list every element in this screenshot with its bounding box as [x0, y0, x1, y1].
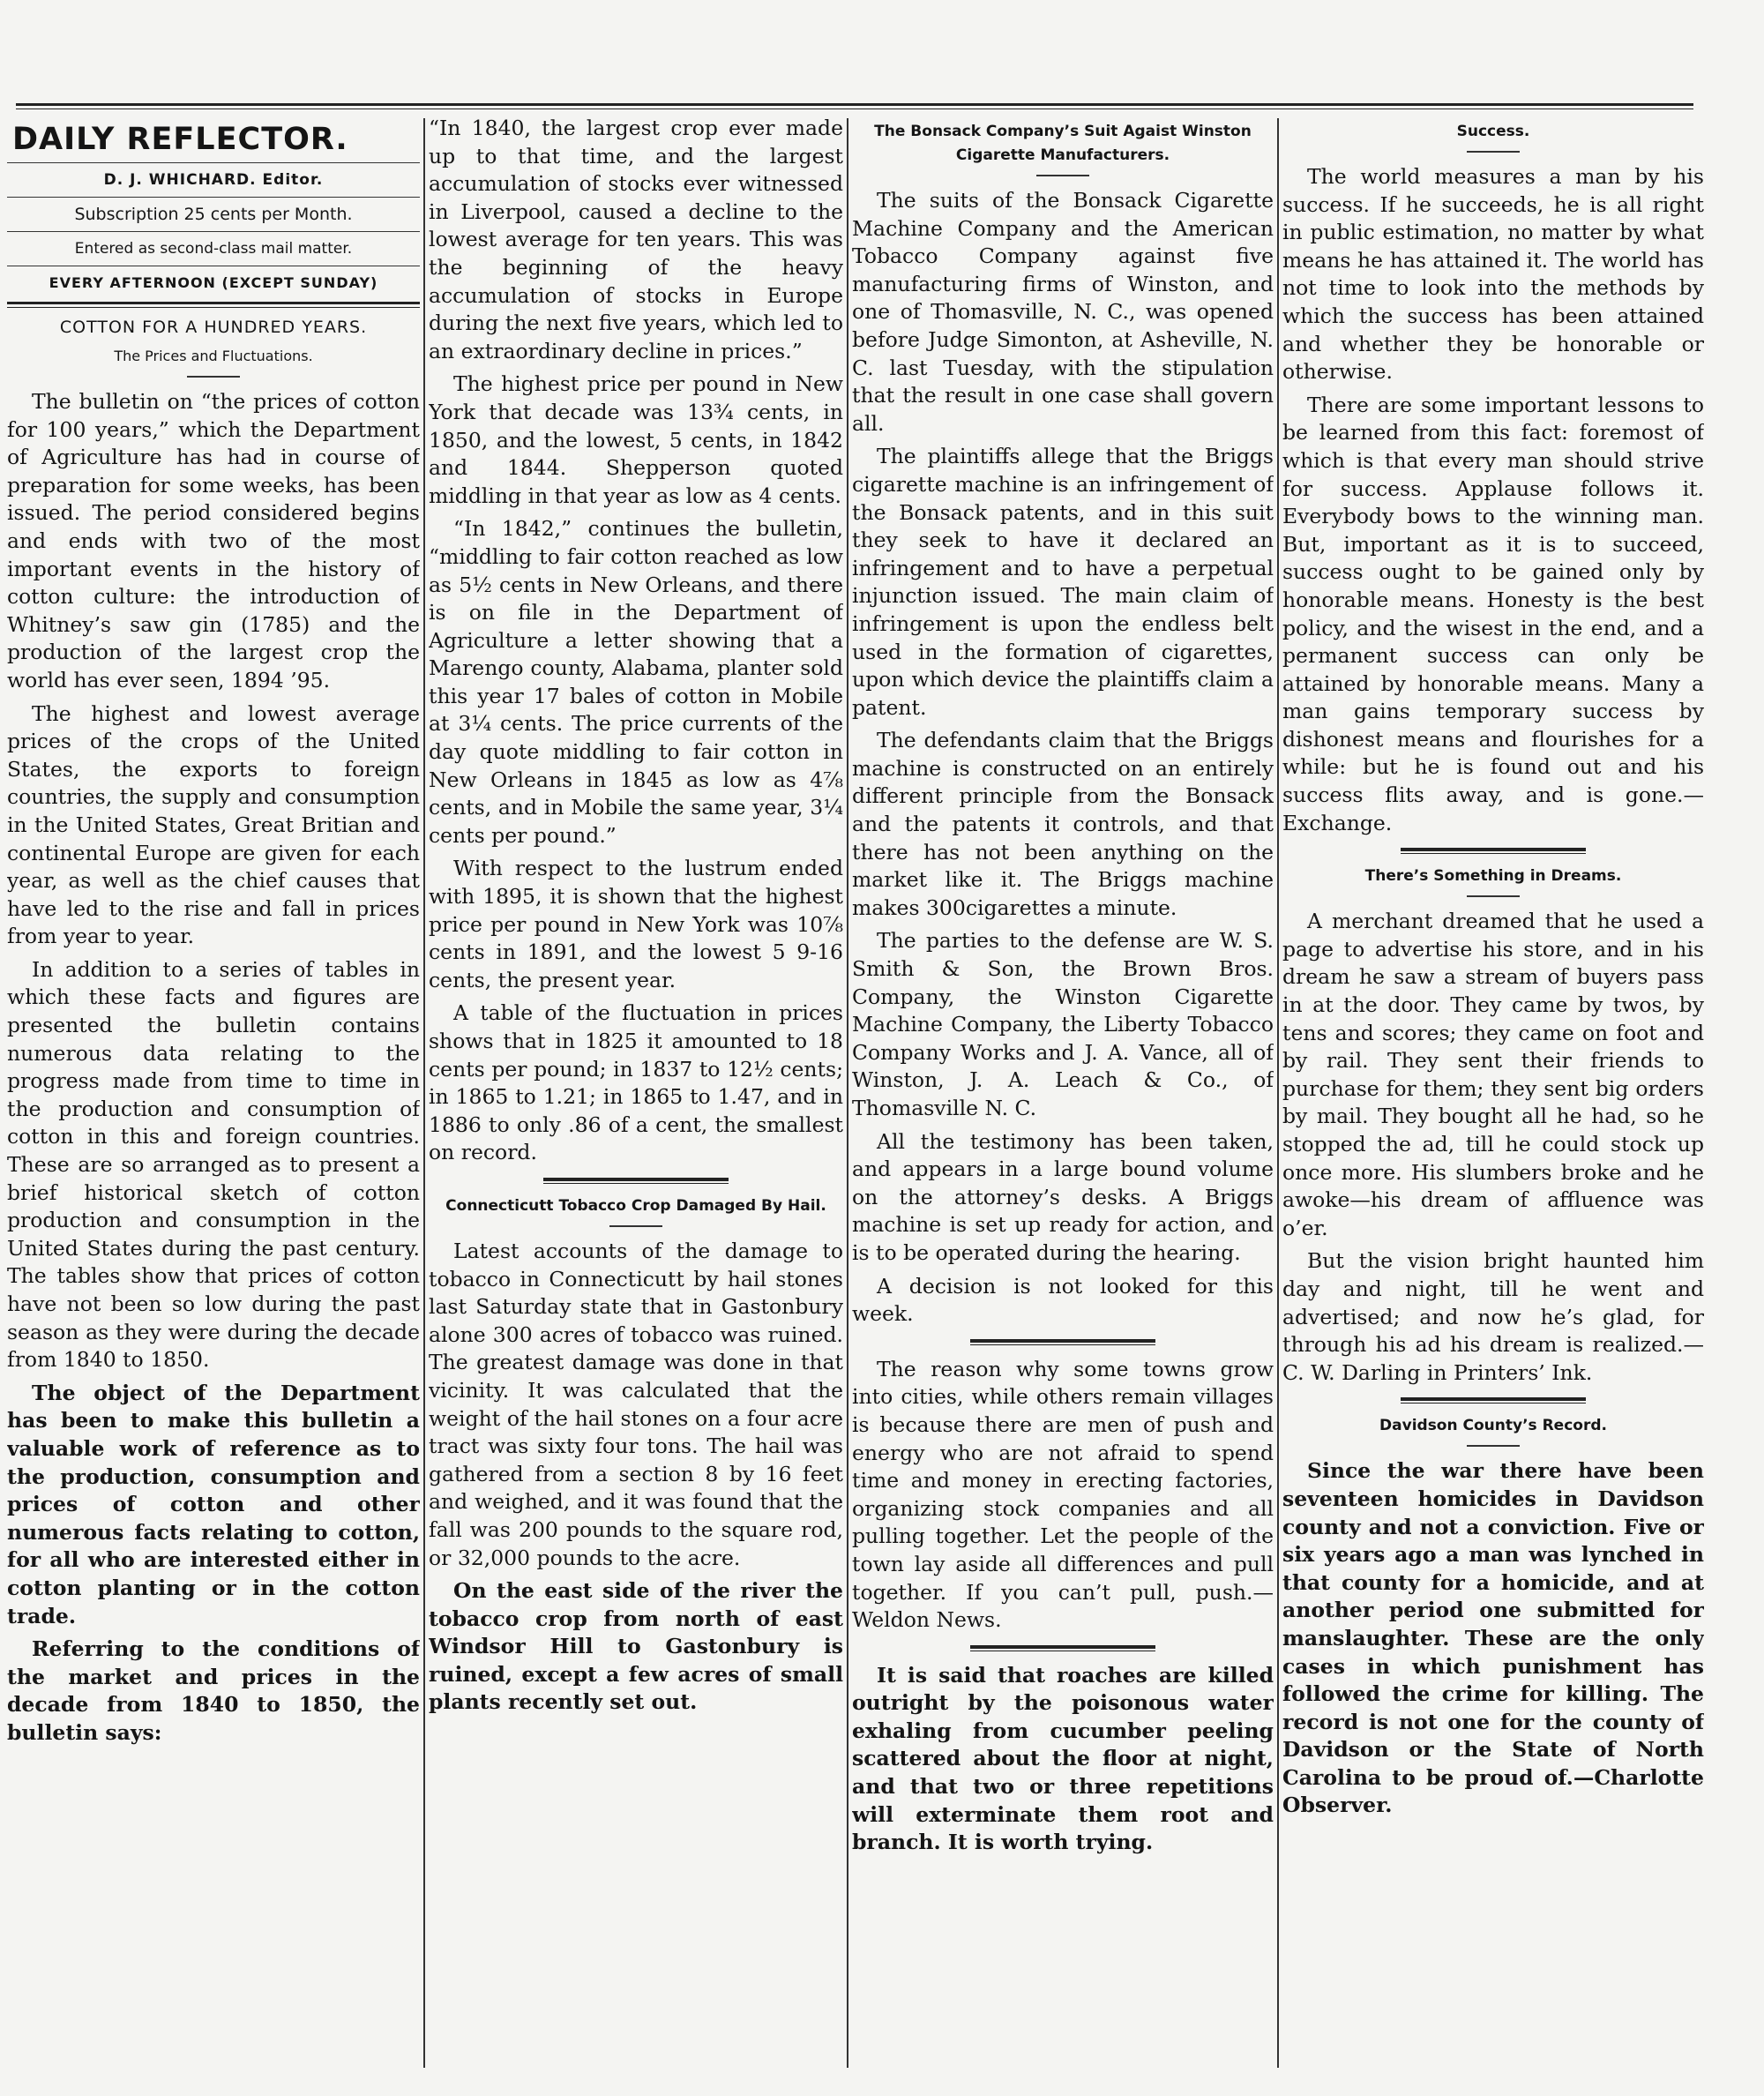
dreams-headline: There’s Something in Dreams.	[1364, 867, 1622, 886]
article-paragraph: The plaintiffs allege that the Briggs cigarette machine is an infringement of the Bonsack patents, and in this suit they seek to have it declared an infringement and to have a perpetual injunction issued. The main claim of infringement is upon the endless belt used in the formation of cigarettes, upon which device the plaintiffs claim a patent.	[852, 444, 1274, 720]
cotton-headline: COTTON FOR A HUNDRED YEARS.	[59, 318, 368, 337]
schedule-line: EVERY AFTERNOON (EXCEPT SUNDAY)	[49, 274, 378, 291]
divider	[7, 197, 420, 198]
article-paragraph: But the vision bright haunted him day and night, till he went and advertised; and now he’s glad, for through his ad his dream is realized.—C. W. Darling in Printers’ Ink.	[1282, 1248, 1704, 1385]
column-3	[852, 115, 1274, 2091]
article-paragraph: The reason why some towns grow into cities, while others remain villages is because there are men of push and energy who are not afraid to spend time and money in erecting factories, organizing stock companies and all pulling together. Let the people of the town lay aside all differences and pull together. If you can’t pull, push.—Weldon News.	[852, 1356, 1274, 1633]
article-paragraph: Referring to the conditions of the market and prices in the decade from 1840 to 1850, the bulletin says:	[7, 1636, 420, 1745]
article-paragraph: The world measures a man by his success. If he succeeds, he is all right in public estimation, no matter by what means he has attained it. The world has not time to look into the methods by which the success has been attained and whether they be honorable or otherwise.	[1282, 164, 1704, 385]
article-paragraph: Since the war there have been seventeen homicides in Davidson county and not a conviction. Five or six years ago a man was lynched in that county for a homicide, and at another period one submitted for manslaughter. These are the only cases in which punishment has followed the crime for killing. The record is not one for the county of Davidson or the State of North Carolina to be proud of.—Charlotte Observer.	[1282, 1458, 1704, 1818]
article-paragraph: In addition to a series of tables in which these facts and figures are presented the bulletin contains numerous data relating to the progress made from time to time in the production and consumption of cotton in this and foreign countries. These are so arranged as to present a brief historical sketch of cotton production and consumption in the United States during the past century. The tables show that prices of cotton have not been so low during the past season as they were during the decade from 1840 to 1850.	[7, 956, 420, 1373]
section-separator	[1401, 848, 1586, 854]
column-divider	[1277, 118, 1279, 2068]
article-paragraph: The highest and lowest average prices of the crops of the United States, the exports to foreign countries, the supply and consumption in the United States, Great Britian and continental Europe are given for each year, as well as the chief causes that have led to the rise and fall in prices from year to year.	[7, 700, 420, 949]
article-paragraph: “In 1842,” continues the bulletin, “middling to fair cotton reached as low as 5½ cents in New Orleans, and there is on file in the Department of Agriculture a letter showing that a Marengo county, Alabama, planter sold this year 17 bales of cotton in Mobile at 3¼ cents. The price currents of the day quote middling to fair cotton in New Orleans in 1845 as low as 4⅞ cents, and in Mobile the same year, 3¼ cents per pound.”	[429, 516, 843, 848]
article-paragraph: The suits of the Bonsack Cigarette Machine Company and the American Tobacco Company against five manufacturing firms of Winston, and one of Thomasville, N. C., was opened before Judge Simonton, at Asheville, N. C. last Tuesday, with the stipulation that the result in one case shall govern all.	[852, 188, 1274, 436]
davidson-headline: Davidson County’s Record.	[1379, 1417, 1607, 1435]
entered-line: Entered as second-class mail matter.	[74, 240, 353, 258]
editor-line: D. J. WHICHARD. Editor.	[103, 171, 324, 189]
column-2	[429, 115, 843, 2091]
article-paragraph: The object of the Department has been to make this bulletin a valuable work of reference as to the production, consumption and prices of cotton and other numerous facts relating to cotton, for all who are interested either in cotton planting or in the cotton trade.	[7, 1380, 420, 1628]
article-paragraph: On the east side of the river the tobacco crop from north of east Windsor Hill to Gastonbury is ruined, except a few acres of small plants recently set out.	[429, 1578, 843, 1715]
article-paragraph: A merchant dreamed that he used a page to advertise his store, and in his dream he saw a stream of buyers pass in at the door. They came by twos, by tens and scores; they came on foot and by rail. They sent their friends to purchase for them; they sent big orders by mail. They bought all he had, so he stopped the ad, till he could stock up once more. His slumbers broke and he awoke—his dream of affluence was o’er.	[1282, 909, 1704, 1240]
article-paragraph: All the testimony has been taken, and appears in a large bound volume on the attorney’s desks. A Briggs machine is set up ready for action, and is to be operated during the hearing.	[852, 1128, 1274, 1265]
top-rule	[16, 103, 1693, 109]
short-dash	[1036, 175, 1089, 176]
article-paragraph: A table of the fluctuation in prices shows that in 1825 it amounted to 18 cents per pound; in 1837 to 12½ cents; in 1865 to 1.21; in 1865 to 1.47, and in 1886 to only .86 of a cent, the smallest on record.	[429, 1000, 843, 1165]
article-paragraph: Latest accounts of the damage to tobacco in Connecticutt by hail stones last Saturday state that in Gastonbury alone 300 acres of tobacco was ruined. The greatest damage was done in that vicinity. It was calculated that the weight of the hail stones on a four acre tract was sixty four tons. The hail was gathered from a section 8 by 16 feet and weighed, and it was found that the fall was 200 pounds to the square rod, or 32,000 pounds to the acre.	[429, 1238, 843, 1570]
column-divider	[847, 118, 848, 2068]
short-dash	[1467, 895, 1520, 897]
divider	[7, 231, 420, 232]
cotton-subhead: The Prices and Fluctuations.	[114, 348, 313, 364]
divider	[7, 302, 420, 308]
article-paragraph: The parties to the defense are W. S. Smith & Son, the Brown Bros. Company, the Winston Cigarette Machine Company, the Liberty Tobacco Company Works and J. A. Vance, all of Winston, J. A. Leach & Co., of Thomasville N. C.	[852, 928, 1274, 1120]
tobacco-headline: Connecticutt Tobacco Crop Damaged By Hail.	[445, 1196, 826, 1215]
article-paragraph: The highest price per pound in New York that decade was 13¾ cents, in 1850, and the lowest, 5 cents, in 1842 and 1844. Shepperson quoted middling in that year as low as 4 cents.	[429, 371, 843, 508]
subscription-line: Subscription 25 cents per Month.	[74, 205, 353, 224]
bonsack-headline: The Bonsack Company’s Suit Agaist Winston Cigarette Manufacturers.	[874, 123, 1252, 164]
column-4	[1282, 115, 1704, 2091]
divider	[7, 162, 420, 163]
column-1	[7, 115, 420, 2091]
column-divider	[423, 118, 425, 2068]
article-paragraph: With respect to the lustrum ended with 1895, it is shown that the highest price per pound in New York was 10⅞ cents in 1891, and the lowest 5 9-16 cents, the present year.	[429, 856, 843, 992]
article-paragraph: A decision is not looked for this week.	[852, 1273, 1274, 1327]
section-separator	[543, 1178, 729, 1184]
success-headline: Success.	[1456, 123, 1530, 140]
short-dash	[1467, 151, 1520, 153]
short-dash	[1467, 1445, 1520, 1447]
article-paragraph: “In 1840, the largest crop ever made up to that time, and the largest accumulation of stocks ever witnessed in Liverpool, caused a decline to the lowest average for ten years. This was the beginning of the heavy accumulation of stocks in Europe during the next five years, which led to an extraordinary decline in prices.”	[429, 116, 843, 363]
masthead-title: DAILY REFLECTOR.	[12, 122, 348, 157]
section-separator	[970, 1339, 1155, 1345]
article-paragraph: It is said that roaches are killed outright by the poisonous water exhaling from cucumber peeling scattered about the floor at night, and that two or three repetitions will exterminate them root and branch. It is worth trying.	[852, 1662, 1274, 1855]
short-dash	[609, 1225, 662, 1227]
short-dash	[187, 376, 240, 378]
article-paragraph: There are some important lessons to be learned from this fact: foremost of which is that every man should strive for success. Applause follows it. Everybody bows to the winning man. But, important as it is to succeed, success ought to be gained only by honorable means. Honesty is the best policy, and the wisest in the end, and a permanent success can only be attained by honorable means. Many a man gains temporary success by dishonest means and flourishes for a while: but he is found out and his success flits away, and is gone.—Exchange.	[1282, 392, 1704, 835]
section-separator	[1401, 1397, 1586, 1404]
article-paragraph: The defendants claim that the Briggs machine is constructed on an entirely different principle from the Bonsack and the patents it controls, and that there has not been anything on the market like it. The Briggs machine makes 300cigarettes a minute.	[852, 728, 1274, 920]
section-separator	[970, 1645, 1155, 1651]
article-paragraph: The bulletin on “the prices of cotton for 100 years,” which the Department of Agriculture has had in course of preparation for some weeks, has been issued. The period considered begins and ends with two of the most important events in the history of cotton culture: the introduction of Whitney’s saw gin (1785) and the production of the largest crop the world has ever seen, 1894 ’95.	[7, 389, 420, 692]
